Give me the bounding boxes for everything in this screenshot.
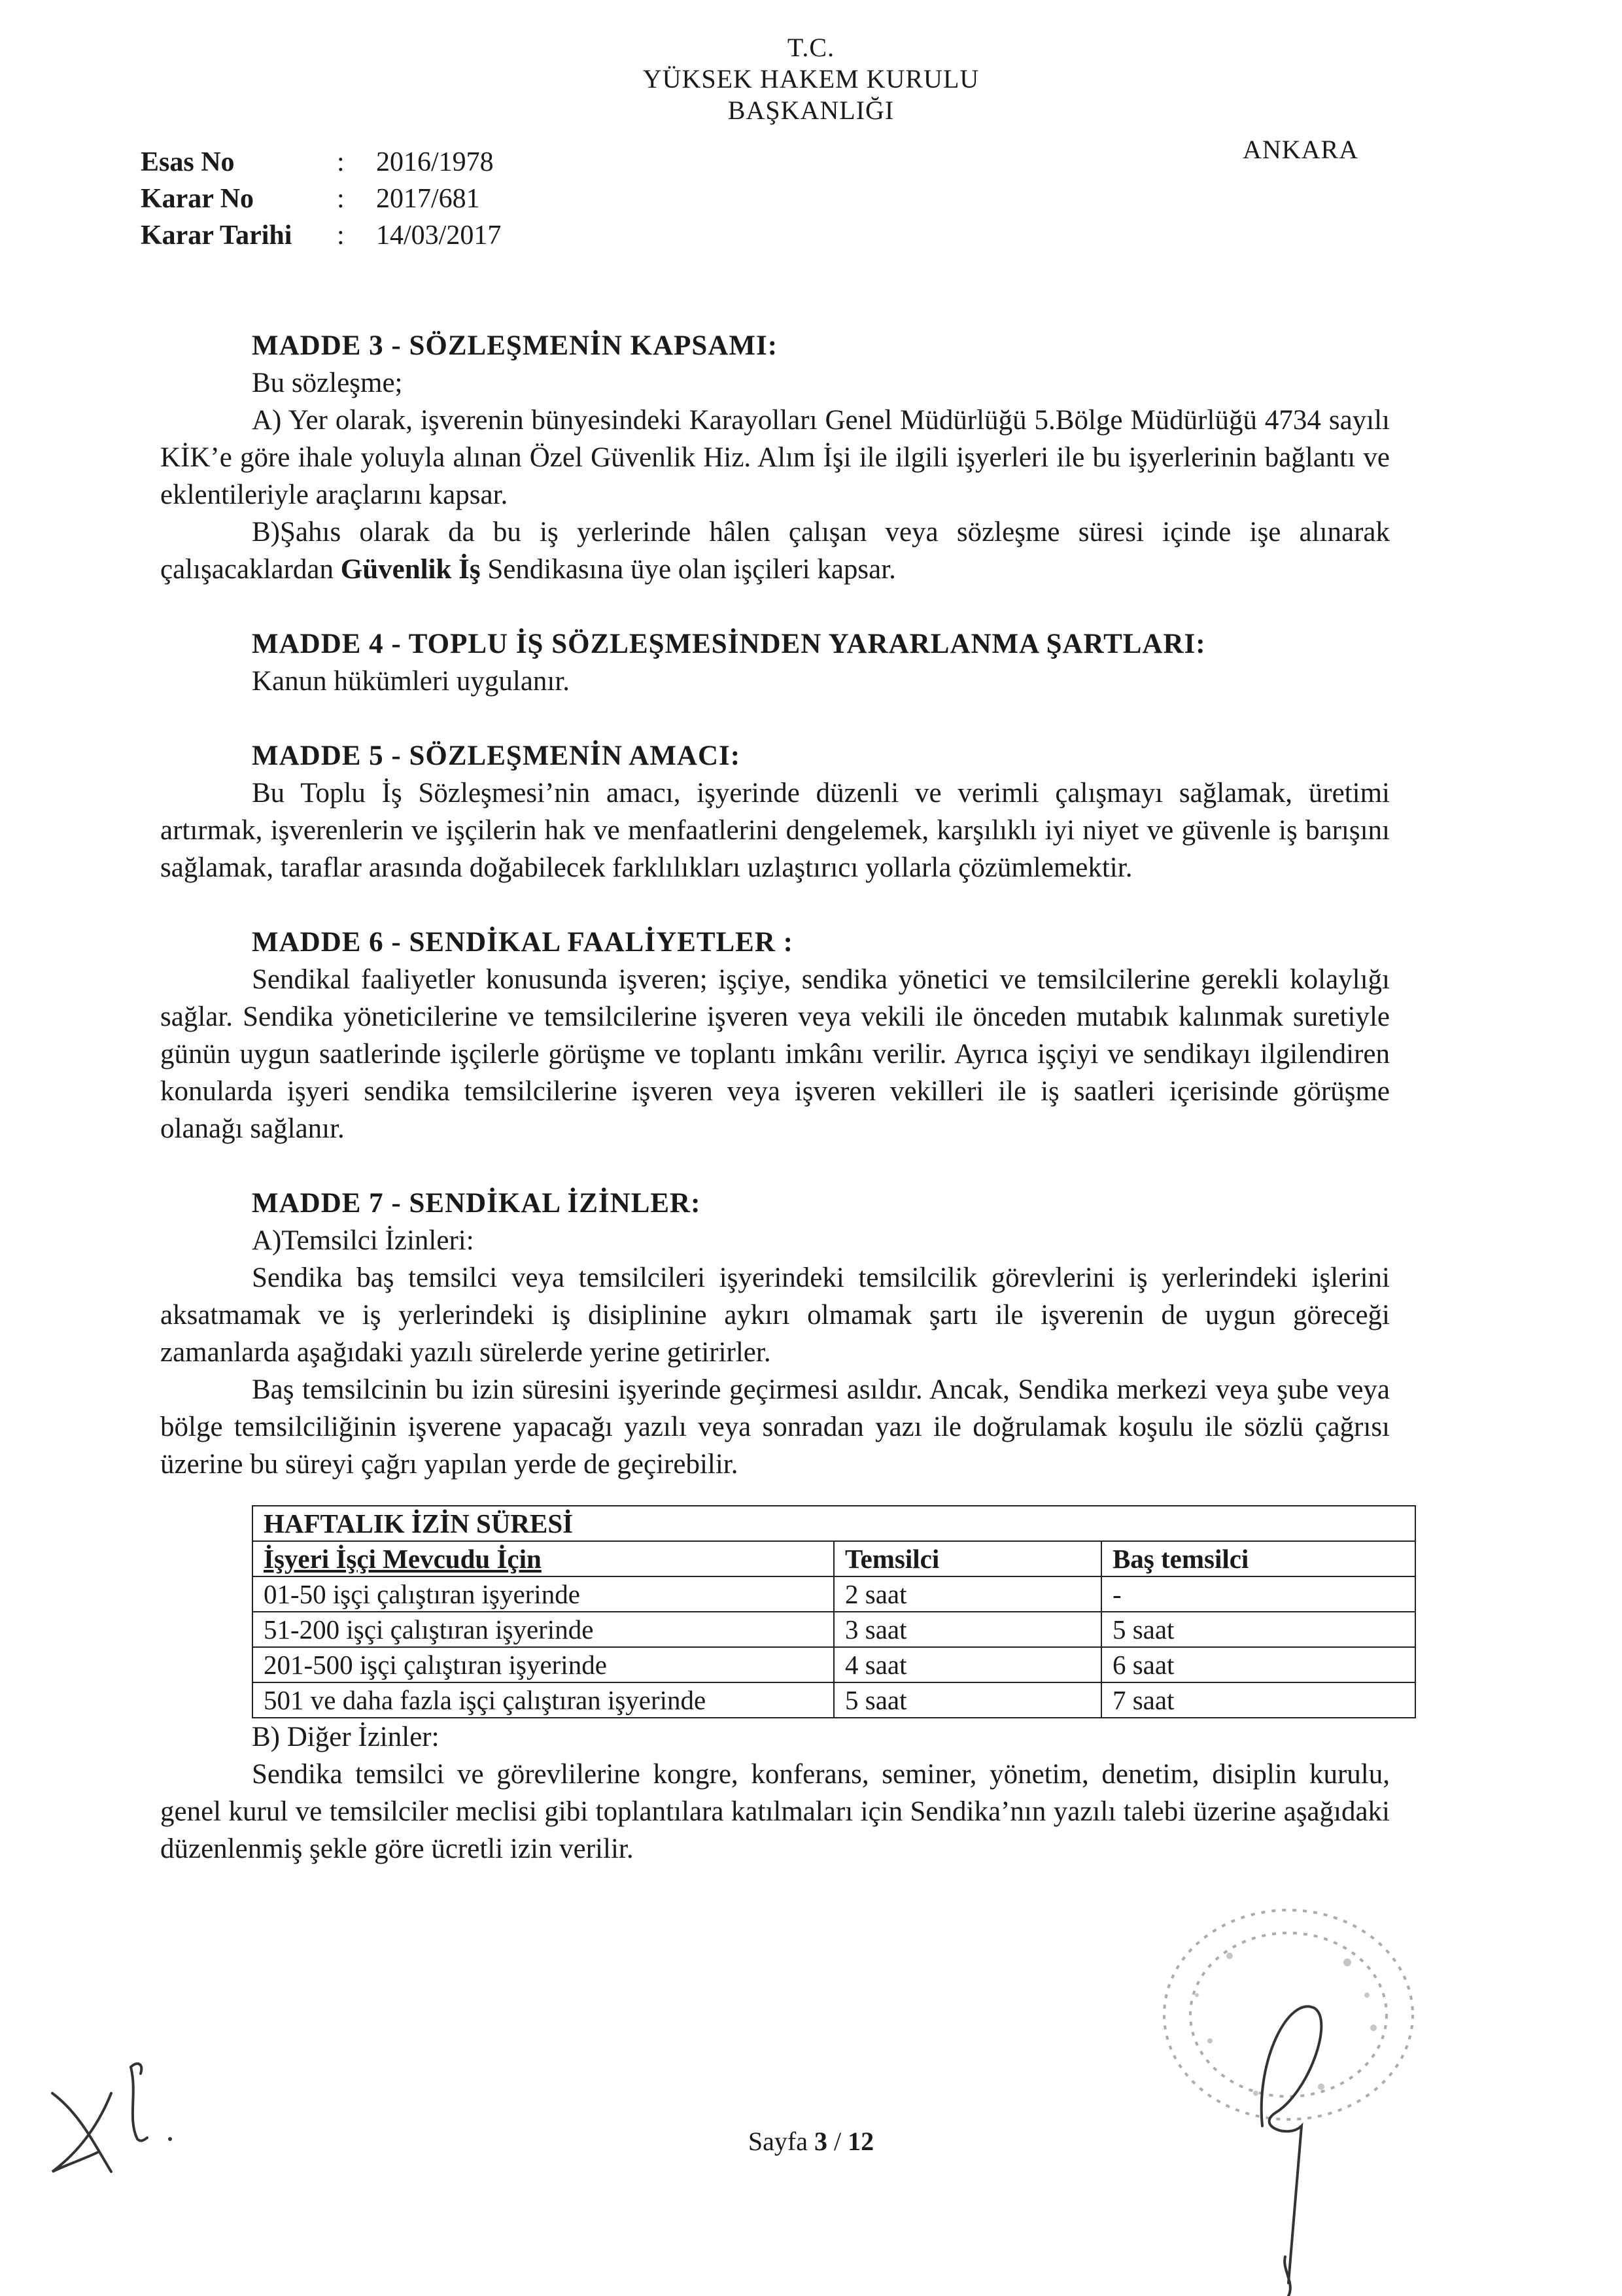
meta-row-tarih <box>141 217 501 254</box>
meta-row-karar <box>141 181 501 217</box>
table-cell: 3 saat <box>834 1612 1101 1647</box>
madde5-text: Bu Toplu İş Sözleşmesi’nin amacı, işyerinde düzenli ve verimli çalışmayı sağlamak, üretimi artırmak, işverenlerin ve işçilerin hak ve menfaatlerini dengelemek, karşılıklı iyi niyet ve güvenle iş barışını sağlamak, taraflar arasında doğabilecek farklılıkları uzlaştırıcı yollarla çözümlemektir. <box>160 778 1390 883</box>
meta-value: 2017/681 <box>376 184 480 214</box>
case-meta <box>141 144 501 254</box>
madde4-heading: MADDE 4 - TOPLU İŞ SÖZLEŞMESİNDEN YARARLANMA ŞARTLARI: <box>252 629 1206 659</box>
meta-key: Esas No <box>141 147 235 177</box>
madde5-heading: MADDE 5 - SÖZLEŞMENİN AMACI: <box>252 740 741 771</box>
header-tc: T.C. <box>787 33 835 62</box>
madde3-b: B)Şahıs olarak da bu iş yerlerinde hâlen çalışan veya sözleşme süresi içinde işe alınarak çalışacaklardan Güvenlik İş Sendikasına üye olan işçileri kapsar. <box>160 517 1390 585</box>
madde3-heading: MADDE 3 - SÖZLEŞMENİN KAPSAMI: <box>252 330 778 361</box>
col-header-bas-temsilci: Baş temsilci <box>1101 1541 1415 1576</box>
meta-row-esas <box>141 144 501 181</box>
signature-left <box>39 2054 190 2178</box>
madde7-p2: Baş temsilcinin bu izin süresini işyerinde geçirmesi asıldır. Ancak, Sendika merkezi veya şube veya bölge temsilciliğinin işverene yapacağı yazılı veya sonradan yazı ile doğrulamak koşulu ile sözlü çağrısı üzerine bu süreyi çağrı yapılan yerde de geçirebilir. <box>160 1374 1390 1480</box>
table-title: HAFTALIK İZİN SÜRESİ <box>252 1506 1415 1541</box>
page-label: Sayfa <box>748 2127 814 2156</box>
table-cell: 51-200 işçi çalıştıran işyerinde <box>252 1612 834 1647</box>
table-row <box>252 1682 1415 1718</box>
madde7-b-title: B) Diğer İzinler: <box>252 1722 440 1752</box>
table-title-row <box>252 1506 1415 1541</box>
union-name: Güvenlik İş <box>340 554 481 585</box>
table-row <box>252 1576 1415 1612</box>
madde7-p3: Sendika temsilci ve görevlilerine kongre, konferans, seminer, yönetim, denetim, disiplin kurulu, genel kurul ve temsilciler meclisi gibi toplantılara katılmaları için Sendika’nın yazılı talebi üzerine aşağıdaki düzenlenmiş şekle göre ücretli izin verilir. <box>160 1759 1390 1864</box>
table-header-row <box>252 1541 1415 1576</box>
madde6-heading: MADDE 6 - SENDİKAL FAALİYETLER : <box>252 927 793 958</box>
madde7-heading: MADDE 7 - SENDİKAL İZİNLER: <box>252 1188 701 1219</box>
table-cell: 2 saat <box>834 1576 1101 1612</box>
meta-sep: : <box>337 184 345 214</box>
col-header-workforce: İşyeri İşçi Mevcudu İçin <box>252 1541 834 1576</box>
madde7-a-title: A)Temsilci İzinleri: <box>252 1225 474 1256</box>
signature-right <box>1249 1930 1341 2296</box>
table-cell: 201-500 işçi çalıştıran işyerinde <box>252 1647 834 1682</box>
document-body <box>160 327 1390 1868</box>
table-row <box>252 1647 1415 1682</box>
table-cell: 4 saat <box>834 1647 1101 1682</box>
madde3-intro: Bu sözleşme; <box>252 368 403 398</box>
page-footer: Sayfa 3 / 12 <box>748 2127 874 2156</box>
city-label: ANKARA <box>1243 135 1359 164</box>
meta-sep: : <box>337 220 345 251</box>
meta-key: Karar Tarihi <box>141 220 292 251</box>
madde4-text: Kanun hükümleri uygulanır. <box>252 666 570 697</box>
page-current: 3 <box>814 2127 827 2156</box>
meta-key: Karar No <box>141 184 254 214</box>
madde6-text: Sendikal faaliyetler konusunda işveren; işçiye, sendika yönetici ve temsilcilerine gerekli kolaylığı sağlar. Sendika yöneticilerine ve temsilcilerine işveren veya vekili ile önceden mutabık kalınmak suretiyle günün uygun saatlerinde işçilerle görüşme ve toplantı imkânı verilir. Ayrıca işçiyi ve sendikayı ilgilendiren konularda işyeri sendika temsilcilerine işveren veya işveren vekilleri ile iş saatleri içerisinde görüşme olanağı sağlanır. <box>160 964 1390 1144</box>
table-cell: 7 saat <box>1101 1682 1415 1718</box>
meta-sep: : <box>337 147 345 177</box>
table-cell: 5 saat <box>834 1682 1101 1718</box>
madde7-p1: Sendika baş temsilci veya temsilcileri işyerindeki temsilcilik görevlerini iş yerlerindeki işlerini aksatmamak ve iş yerlerindeki iş disiplinine aykırı olmamak şartı ile işverenin de uygun göreceği zamanlarda aşağıdaki yazılı sürelerde yerine getirirler. <box>160 1262 1390 1368</box>
table-cell: 5 saat <box>1101 1612 1415 1647</box>
table-cell: 6 saat <box>1101 1647 1415 1682</box>
table-cell: - <box>1101 1576 1415 1612</box>
table-cell: 501 ve daha fazla işçi çalıştıran işyerinde <box>252 1682 834 1718</box>
table-row <box>252 1612 1415 1647</box>
meta-value: 14/03/2017 <box>376 220 502 251</box>
header-institution: YÜKSEK HAKEM KURULU <box>642 64 980 94</box>
col-header-temsilci: Temsilci <box>834 1541 1101 1576</box>
header-department: BAŞKANLIĞI <box>727 96 895 125</box>
meta-value: 2016/1978 <box>376 147 494 177</box>
table-cell: 01-50 işçi çalıştıran işyerinde <box>252 1576 834 1612</box>
page-total: 12 <box>848 2127 874 2156</box>
madde3-a: A) Yer olarak, işverenin bünyesindeki Karayolları Genel Müdürlüğü 5.Bölge Müdürlüğü 4734 sayılı KİK’e göre ihale yoluyla alınan Özel Güvenlik Hiz. Alım İşi ile ilgili işyerleri ile bu işyerlerinin bağlantı ve eklentileriyle araçlarını kapsar. <box>160 405 1390 510</box>
weekly-leave-table <box>252 1505 1416 1718</box>
